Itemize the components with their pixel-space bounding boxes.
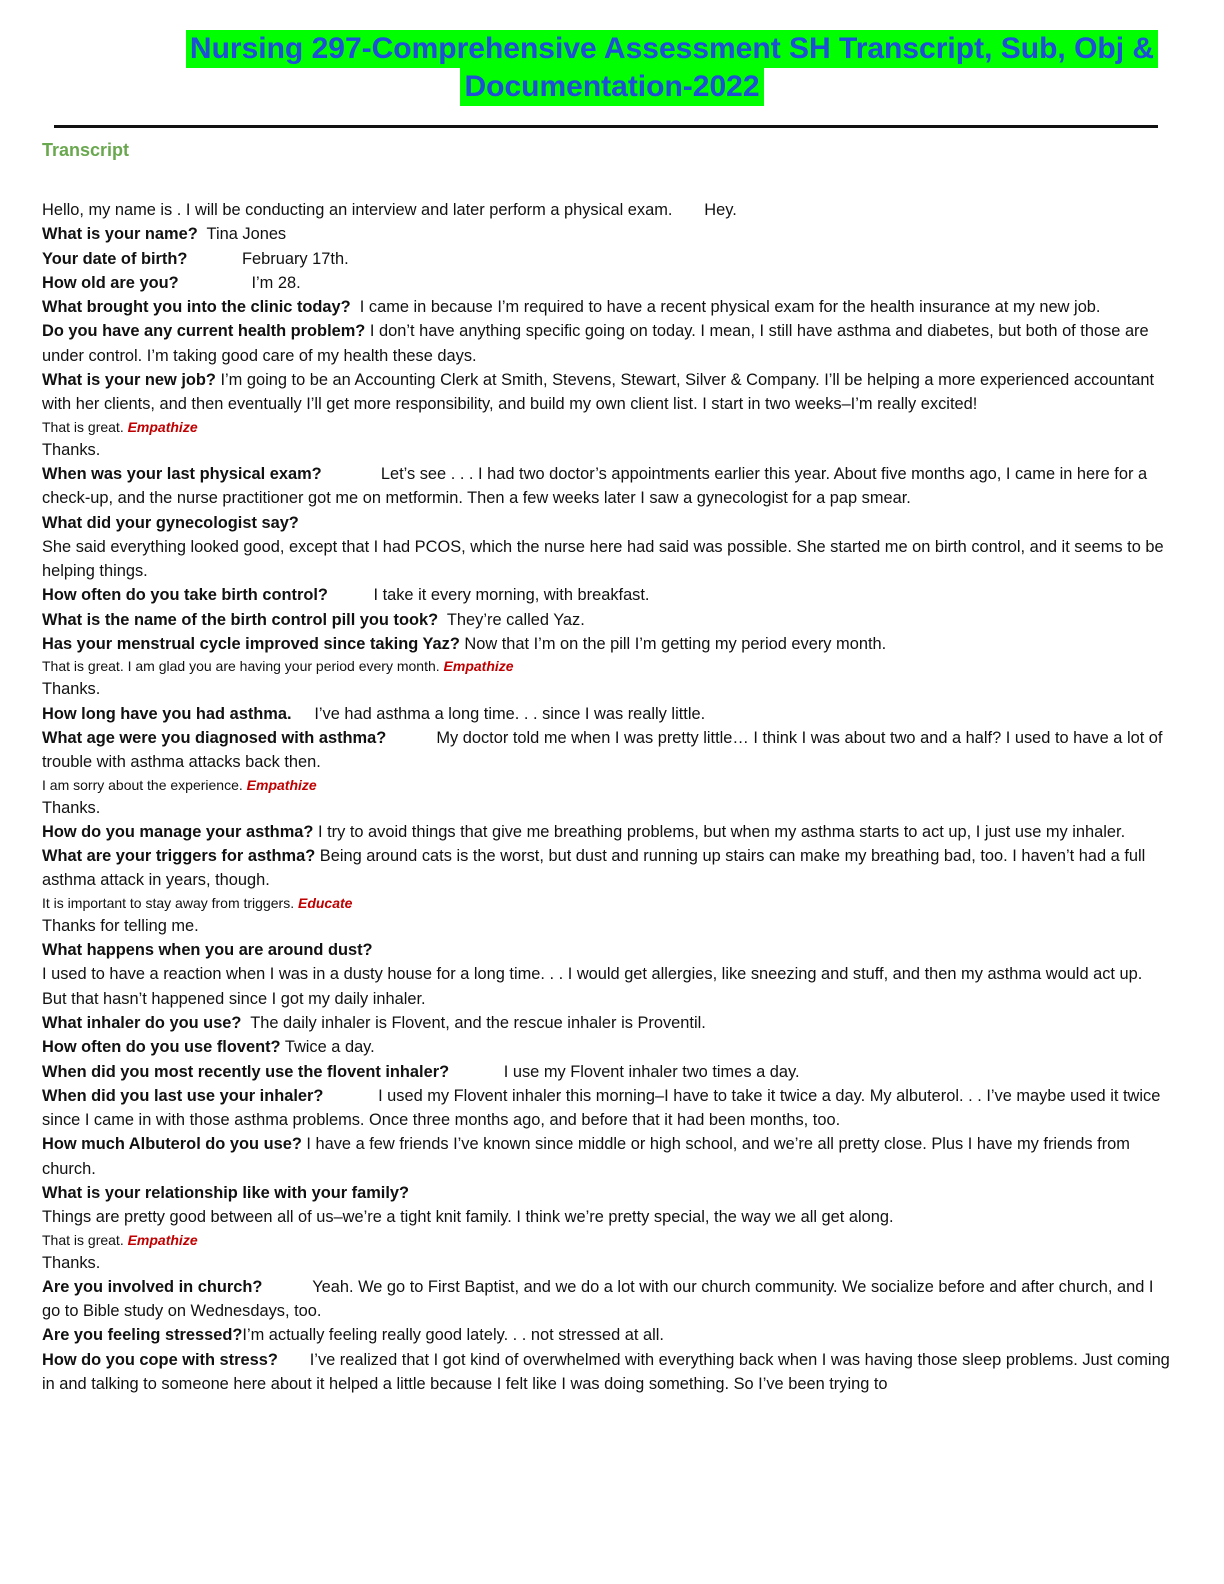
- question: When was your last physical exam?: [42, 464, 322, 483]
- answer: They’re called Yaz.: [438, 610, 585, 629]
- document-title: [0, 30, 1224, 106]
- transcript-line: [42, 796, 1170, 820]
- title-divider: [54, 125, 1158, 128]
- note-tag: Educate: [297, 894, 353, 911]
- answer: I try to avoid things that give me breathing problems, but when my asthma starts to act up, I just use my inhaler.: [313, 822, 1126, 841]
- transcript-line: [42, 1060, 1170, 1084]
- answer: Things are pretty good between all of us–we’re a tight knit family. I think we’re pretty special, the way we all get along.: [42, 1208, 894, 1227]
- transcript-line: [42, 844, 1170, 893]
- transcript-line: [42, 319, 1170, 368]
- transcript-line: [42, 1251, 1170, 1275]
- transcript-line: [42, 271, 1170, 295]
- answer: The daily inhaler is Flovent, and the rescue inhaler is Proventil.: [241, 1013, 706, 1032]
- title-line-2: Documentation-2022: [460, 68, 763, 106]
- answer: Thanks.: [42, 440, 101, 459]
- transcript-line: [42, 368, 1170, 417]
- answer: Yeah. We go to First Baptist, and we do a lot with our church community. We socialize before and after church, and I go to Bible study on Wednesdays, too.: [42, 1277, 1158, 1321]
- note-tag: Empathize: [246, 776, 317, 793]
- transcript-line: [42, 702, 1170, 726]
- answer: February 17th.: [187, 249, 349, 268]
- transcript-line: [42, 583, 1170, 607]
- question: What is your new job?: [42, 371, 216, 390]
- question: What happens when you are around dust?: [42, 941, 373, 960]
- answer: I use my Flovent inhaler two times a day.: [449, 1062, 800, 1081]
- answer: Being around cats is the worst, but dust and running up stairs can make my breathing bad, too. I haven’t had a full asthma attack in years, though.: [42, 847, 1150, 890]
- question: What age were you diagnosed with asthma?: [42, 728, 387, 747]
- answer: Tina Jones: [197, 225, 287, 244]
- answer: My doctor told me when I was pretty little… I think I was about two and a half? I used to have a lot of trouble with asthma attacks back then.: [42, 728, 1168, 772]
- answer: Now that I’m on the pill I’m getting my period every month.: [459, 635, 887, 654]
- note-text: That is great.: [42, 418, 128, 435]
- question: When did you last use your inhaler?: [42, 1086, 324, 1105]
- transcript-line: [42, 1323, 1170, 1347]
- answer: I’m actually feeling really good lately. . . not stressed at all.: [242, 1326, 664, 1345]
- question: Do you have any current health problem?: [42, 322, 366, 341]
- question: Your date of birth?: [42, 249, 188, 268]
- transcript-line: [42, 1011, 1170, 1035]
- nurse-note: [42, 893, 1170, 914]
- transcript-line: [42, 1132, 1170, 1181]
- question: How do you manage your asthma?: [42, 822, 314, 841]
- transcript-line: [42, 438, 1170, 462]
- answer: Let’s see . . . I had two doctor’s appointments earlier this year. About five months ago, I came in here for a check-up, and the nurse practitioner got me on metformin. Then a few weeks later I saw a gynecologist for a pap smear.: [42, 464, 1152, 508]
- answer: Thanks.: [42, 798, 101, 817]
- question: Are you involved in church?: [42, 1277, 263, 1296]
- transcript-line: [42, 632, 1170, 656]
- question: What is your name?: [42, 225, 198, 244]
- note-text: That is great.: [42, 1231, 128, 1248]
- question: How long have you had asthma.: [42, 704, 292, 723]
- question: What is the name of the birth control pill you took?: [42, 610, 439, 629]
- answer: I’ve realized that I got kind of overwhelmed with everything back when I was having those sleep problems. Just coming in and talking to someone here about it helped a little because I felt like I was doing something. So I’ve been trying to: [42, 1350, 1175, 1394]
- transcript-line: [42, 1205, 1170, 1229]
- answer: She said everything looked good, except that I had PCOS, which the nurse here had said was possible. She started me on birth control, and it seems to be helping things.: [42, 537, 1169, 581]
- answer: I used to have a reaction when I was in a dusty house for a long time. . . I would get allergies, like sneezing and stuff, and then my asthma would act up. But that hasn’t happened since I got my daily inhaler.: [42, 965, 1147, 1008]
- answer: Thanks.: [42, 1253, 101, 1272]
- nurse-note: [42, 1230, 1170, 1251]
- note-text: That is great. I am glad you are having your period every month.: [42, 658, 444, 675]
- answer: Hello, my name is . I will be conducting an interview and later perform a physical exam. Hey.: [42, 201, 737, 219]
- question: How old are you?: [42, 273, 179, 292]
- transcript-line: [42, 1035, 1170, 1059]
- question: Has your menstrual cycle improved since taking Yaz?: [42, 635, 460, 654]
- answer: I have a few friends I’ve known since middle or high school, and we’re all pretty close. Plus I have my friends from church.: [42, 1135, 1135, 1178]
- transcript-line: [42, 1181, 1170, 1205]
- question: How do you cope with stress?: [42, 1350, 278, 1369]
- answer: I’ve had asthma a long time. . . since I was really little.: [291, 704, 706, 723]
- question: How often do you use flovent?: [42, 1038, 281, 1057]
- note-tag: Empathize: [127, 418, 198, 435]
- answer: I don’t have anything specific going on today. I mean, I still have asthma and diabetes, but both of those are under control. I’m taking good care of my health these days.: [42, 322, 1154, 365]
- answer: I’m 28.: [178, 273, 301, 292]
- transcript-line: [42, 462, 1170, 511]
- transcript-line: [42, 914, 1170, 938]
- transcript-line: [42, 198, 1170, 222]
- question: What is your relationship like with your family?: [42, 1183, 410, 1202]
- question: What brought you into the clinic today?: [42, 298, 351, 317]
- question: How often do you take birth control?: [42, 586, 328, 605]
- question: What did your gynecologist say?: [42, 513, 299, 532]
- transcript-line: [42, 222, 1170, 246]
- note-tag: Empathize: [443, 658, 514, 675]
- transcript-line: [42, 295, 1170, 319]
- transcript-line: [42, 820, 1170, 844]
- transcript-line: [42, 1348, 1175, 1397]
- transcript-line: [42, 535, 1170, 584]
- transcript-line: [42, 1084, 1170, 1133]
- question: Are you feeling stressed?: [42, 1326, 243, 1345]
- transcript-line: [42, 962, 1170, 1011]
- question: How much Albuterol do you use?: [42, 1135, 302, 1154]
- transcript-line: [42, 677, 1170, 701]
- answer: I came in because I’m required to have a recent physical exam for the health insurance at my new job.: [350, 298, 1101, 317]
- nurse-note: [42, 656, 1170, 677]
- section-heading: Transcript: [42, 140, 130, 160]
- transcript-line: [42, 511, 1170, 535]
- nurse-note: [42, 417, 1170, 438]
- answer: Thanks.: [42, 680, 101, 699]
- answer: I’m going to be an Accounting Clerk at Smith, Stevens, Stewart, Silver & Company. I’ll be helping a more experienced accountant with her clients, and then eventually I’ll get more responsibility, and build my own client list. I start in two weeks–I’m really excited!: [42, 371, 1159, 414]
- note-tag: Empathize: [127, 1231, 198, 1248]
- transcript-line: [42, 247, 1170, 271]
- transcript-line: [42, 726, 1170, 775]
- question: What are your triggers for asthma?: [42, 847, 316, 866]
- answer: Thanks for telling me.: [42, 916, 199, 935]
- question: What inhaler do you use?: [42, 1013, 242, 1032]
- note-text: I am sorry about the experience.: [42, 776, 247, 793]
- transcript-body: [42, 198, 1175, 1396]
- answer: I used my Flovent inhaler this morning–I have to take it twice a day. My albuterol. . . I’ve maybe used it twice since I came in with those asthma problems. Once three months ago, and before that it had been months, too.: [42, 1086, 1165, 1130]
- answer: Twice a day.: [280, 1038, 375, 1057]
- nurse-note: [42, 775, 1170, 796]
- title-line-1: Nursing 297-Comprehensive Assessment SH Transcript, Sub, Obj &: [186, 30, 1158, 68]
- transcript-line: [42, 938, 1170, 962]
- question: When did you most recently use the flovent inhaler?: [42, 1062, 450, 1081]
- transcript-line: [42, 1275, 1170, 1324]
- note-text: It is important to stay away from triggers.: [42, 894, 298, 911]
- answer: I take it every morning, with breakfast.: [327, 586, 650, 605]
- transcript-line: [42, 608, 1170, 632]
